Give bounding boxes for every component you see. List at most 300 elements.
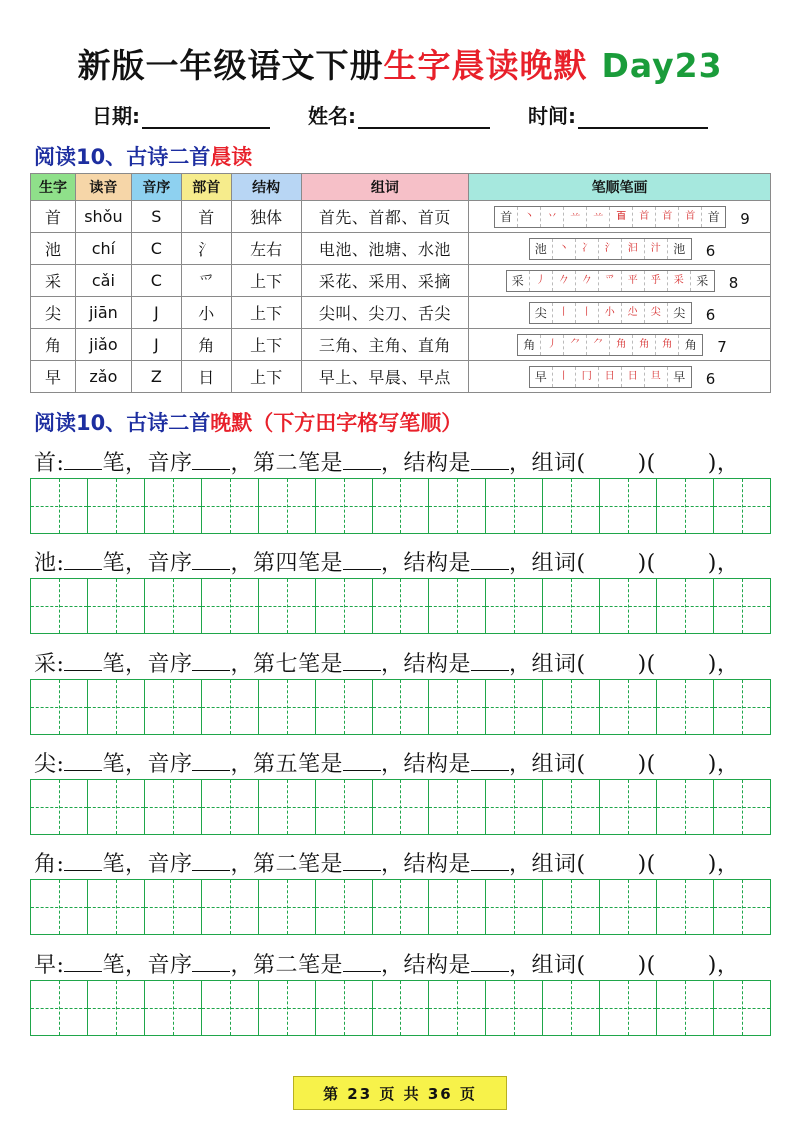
question-text: ，结构是	[380, 551, 471, 576]
stroke-step: 乎	[645, 271, 668, 291]
writing-cell[interactable]	[486, 680, 543, 734]
stroke-step: 𠂊	[576, 271, 599, 291]
stroke-step: 𠂊	[553, 271, 576, 291]
writing-cell[interactable]	[373, 880, 430, 934]
cell-char: 尖	[31, 297, 76, 329]
stroke-count: 7	[717, 337, 727, 356]
writing-cell[interactable]	[543, 680, 600, 734]
cell-structure: 上下	[231, 361, 301, 393]
writing-cell[interactable]	[31, 880, 88, 934]
question-text: 笔，音序	[102, 953, 193, 978]
writing-cell[interactable]	[657, 780, 714, 834]
writing-cell[interactable]	[259, 780, 316, 834]
stroke-step: 䒑	[564, 207, 587, 227]
table-row	[31, 201, 771, 233]
stroke-count: 9	[740, 209, 750, 228]
question-text: ，第四笔是	[230, 551, 343, 576]
cell-sequence: J	[131, 297, 181, 329]
cell-radical: 小	[181, 297, 231, 329]
question-line	[34, 847, 739, 878]
question-text: ，组词(	[508, 852, 586, 877]
stroke-step: 冫	[576, 239, 599, 259]
answer-blank[interactable]	[192, 851, 230, 871]
writing-cell[interactable]	[600, 880, 657, 934]
stroke-step: 角	[610, 335, 633, 355]
header-structure: 结构	[231, 174, 301, 201]
cell-stroke-order	[469, 329, 771, 361]
stroke-step: 早	[673, 369, 686, 384]
stroke-order-strip	[529, 302, 692, 324]
question-text: 笔，音序	[102, 451, 193, 476]
writing-cell[interactable]	[657, 680, 714, 734]
cell-char: 池	[31, 233, 76, 265]
writing-cell[interactable]	[657, 880, 714, 934]
stroke-step: 角	[684, 337, 697, 352]
question-text: 笔，音序	[102, 652, 193, 677]
stroke-step: 尖	[673, 305, 686, 320]
name-line[interactable]	[358, 105, 490, 129]
writing-cell[interactable]	[259, 680, 316, 734]
question-char: 池	[34, 551, 57, 576]
answer-blank[interactable]	[192, 751, 230, 771]
writing-cell[interactable]	[316, 479, 373, 533]
section-evening-blue: 阅读10、古诗二首	[34, 411, 211, 435]
cell-char: 采	[31, 265, 76, 297]
cell-sequence: C	[131, 233, 181, 265]
cell-words: 三角、主角、直角	[301, 329, 469, 361]
time-label: 时间:	[528, 104, 576, 128]
cell-pinyin: jiān	[75, 297, 131, 329]
stroke-count: 6	[705, 241, 716, 260]
writing-cell[interactable]	[88, 880, 145, 934]
section-evening-red: 晚默（下方田字格写笔顺）	[210, 411, 463, 435]
answer-blank[interactable]	[343, 450, 381, 470]
writing-cell[interactable]	[714, 479, 770, 533]
writing-cell[interactable]	[31, 981, 88, 1035]
stroke-step: 丨	[553, 367, 576, 387]
cell-radical: 首	[181, 201, 231, 233]
stroke-step: 䒑	[587, 207, 610, 227]
question-text: ，结构是	[380, 953, 471, 978]
answer-blank[interactable]	[343, 851, 381, 871]
stroke-step: 丿	[541, 335, 564, 355]
stroke-count: 6	[705, 369, 716, 388]
stroke-step: ⺈	[564, 335, 587, 355]
stroke-step: 氵	[599, 239, 622, 259]
stroke-order-strip	[506, 270, 715, 292]
answer-blank[interactable]	[64, 851, 102, 871]
cell-sequence: J	[131, 329, 181, 361]
time-field[interactable]	[528, 100, 708, 129]
cell-words: 电池、池塘、水池	[301, 233, 469, 265]
answer-blank[interactable]	[192, 450, 230, 470]
question-char: 尖	[34, 752, 57, 777]
writing-cell[interactable]	[373, 981, 430, 1035]
writing-cell[interactable]	[373, 479, 430, 533]
writing-cell[interactable]	[714, 780, 770, 834]
question-text: ，组词(	[508, 652, 586, 677]
cell-stroke-order	[469, 233, 771, 265]
question-text: 笔，音序	[102, 752, 193, 777]
writing-cell[interactable]	[600, 780, 657, 834]
answer-blank[interactable]	[471, 651, 509, 671]
writing-cell[interactable]	[88, 780, 145, 834]
tianzige-grid	[30, 879, 771, 935]
question-text: )，	[707, 551, 740, 576]
question-text: )，	[707, 852, 740, 877]
question-colon: :	[56, 551, 65, 576]
cell-char: 早	[31, 361, 76, 393]
stroke-order-strip	[529, 366, 692, 388]
cell-radical: 角	[181, 329, 231, 361]
question-text: ，结构是	[380, 752, 471, 777]
answer-blank[interactable]	[471, 550, 509, 570]
cell-words: 首先、首都、首页	[301, 201, 469, 233]
question-line	[34, 647, 739, 678]
question-text: ，第五笔是	[230, 752, 343, 777]
cell-words: 采花、采用、采摘	[301, 265, 469, 297]
header-reading: 读音	[75, 174, 131, 201]
writing-cell[interactable]	[88, 680, 145, 734]
table-header	[31, 174, 771, 201]
answer-blank[interactable]	[64, 651, 102, 671]
writing-cell[interactable]	[486, 780, 543, 834]
writing-cell[interactable]	[600, 479, 657, 533]
writing-cell[interactable]	[486, 981, 543, 1035]
date-field[interactable]	[92, 100, 270, 129]
writing-cell[interactable]	[259, 880, 316, 934]
stroke-step: 丨	[553, 303, 576, 323]
writing-cell[interactable]	[429, 880, 486, 934]
header-strokes: 笔顺笔画	[469, 174, 771, 201]
name-field[interactable]	[308, 100, 490, 129]
cell-char: 首	[31, 201, 76, 233]
question-text: ，结构是	[380, 852, 471, 877]
question-line	[34, 948, 739, 979]
stroke-step: 池	[530, 239, 553, 259]
question-text: 笔，音序	[102, 852, 193, 877]
stroke-step: ⺈	[587, 335, 610, 355]
answer-blank[interactable]	[471, 952, 509, 972]
writing-cell[interactable]	[31, 780, 88, 834]
writing-cell[interactable]	[373, 680, 430, 734]
writing-cell[interactable]	[486, 579, 543, 633]
stroke-step: 首	[679, 207, 702, 227]
section-morning-blue: 阅读10、古诗二首	[34, 145, 211, 169]
stroke-step: 汩	[622, 239, 645, 259]
stroke-count: 8	[728, 273, 739, 292]
writing-cell[interactable]	[600, 981, 657, 1035]
question-char: 早	[34, 953, 57, 978]
cell-sequence: C	[131, 265, 181, 297]
tianzige-grid	[30, 980, 771, 1036]
writing-cell[interactable]	[316, 981, 373, 1035]
tianzige-grid	[30, 779, 771, 835]
stroke-step: 首	[633, 207, 656, 227]
question-colon: :	[56, 852, 65, 877]
question-text: )(	[637, 451, 656, 476]
stroke-step: 尐	[622, 303, 645, 323]
stroke-step: 首	[656, 207, 679, 227]
answer-blank[interactable]	[471, 450, 509, 470]
stroke-step: 首	[495, 207, 518, 227]
question-text: 笔，音序	[102, 551, 193, 576]
page-title	[0, 40, 800, 87]
writing-cell[interactable]	[145, 479, 202, 533]
writing-cell[interactable]	[202, 579, 259, 633]
stroke-order-strip	[517, 334, 703, 356]
writing-cell[interactable]	[316, 680, 373, 734]
cell-pinyin: chí	[75, 233, 131, 265]
question-text: )，	[707, 752, 740, 777]
stroke-step: 丶	[518, 207, 541, 227]
table-row	[31, 265, 771, 297]
cell-stroke-order	[469, 361, 771, 393]
writing-cell[interactable]	[657, 479, 714, 533]
question-text: ，组词(	[508, 953, 586, 978]
cell-stroke-order	[469, 265, 771, 297]
writing-cell[interactable]	[145, 680, 202, 734]
title-highlight: 生字晨读晚默	[383, 46, 588, 85]
stroke-step: 𦣻	[610, 207, 633, 227]
section-evening-title	[34, 407, 462, 437]
writing-cell[interactable]	[486, 479, 543, 533]
writing-cell[interactable]	[714, 680, 770, 734]
answer-blank[interactable]	[64, 952, 102, 972]
writing-cell[interactable]	[714, 880, 770, 934]
question-text: ，组词(	[508, 551, 586, 576]
stroke-step: 尖	[530, 303, 553, 323]
stroke-step: 日	[622, 367, 645, 387]
tianzige-grid	[30, 478, 771, 534]
answer-blank[interactable]	[343, 952, 381, 972]
writing-cell[interactable]	[145, 880, 202, 934]
answer-blank[interactable]	[343, 751, 381, 771]
tianzige-grid	[30, 679, 771, 735]
character-table	[30, 173, 771, 393]
question-text: )(	[637, 953, 656, 978]
writing-cell[interactable]	[202, 780, 259, 834]
header-words: 组词	[301, 174, 469, 201]
stroke-step: 采	[668, 271, 691, 291]
answer-blank[interactable]	[192, 550, 230, 570]
time-line[interactable]	[578, 105, 708, 129]
writing-cell[interactable]	[259, 579, 316, 633]
cell-sequence: Z	[131, 361, 181, 393]
writing-cell[interactable]	[316, 579, 373, 633]
answer-blank[interactable]	[64, 450, 102, 470]
question-char: 角	[34, 852, 57, 877]
writing-cell[interactable]	[373, 780, 430, 834]
question-text: )，	[707, 652, 740, 677]
question-text: ，第七笔是	[230, 652, 343, 677]
writing-cell[interactable]	[543, 479, 600, 533]
question-colon: :	[56, 752, 65, 777]
writing-cell[interactable]	[259, 479, 316, 533]
cell-radical: 爫	[181, 265, 231, 297]
writing-cell[interactable]	[657, 981, 714, 1035]
question-line	[34, 446, 739, 477]
stroke-step: 角	[633, 335, 656, 355]
stroke-step: 汁	[645, 239, 668, 259]
stroke-step: 采	[507, 271, 530, 291]
header-sequence: 音序	[131, 174, 181, 201]
writing-cell[interactable]	[145, 579, 202, 633]
answer-blank[interactable]	[343, 651, 381, 671]
stroke-step: 小	[599, 303, 622, 323]
question-text: ，结构是	[380, 652, 471, 677]
section-morning-red: 晨读	[210, 145, 253, 169]
stroke-order-strip	[529, 238, 692, 260]
question-text: )，	[707, 451, 740, 476]
stroke-step: 冂	[576, 367, 599, 387]
cell-char: 角	[31, 329, 76, 361]
writing-cell[interactable]	[714, 981, 770, 1035]
writing-cell[interactable]	[429, 981, 486, 1035]
question-colon: :	[56, 652, 65, 677]
table-row	[31, 297, 771, 329]
stroke-count: 6	[705, 305, 716, 324]
cell-structure: 上下	[231, 329, 301, 361]
writing-cell[interactable]	[316, 880, 373, 934]
answer-blank[interactable]	[471, 851, 509, 871]
table-row	[31, 329, 771, 361]
stroke-step: 池	[673, 241, 686, 256]
writing-cell[interactable]	[543, 579, 600, 633]
writing-cell[interactable]	[429, 579, 486, 633]
writing-cell[interactable]	[202, 479, 259, 533]
writing-cell[interactable]	[145, 780, 202, 834]
cell-structure: 左右	[231, 233, 301, 265]
question-text: )(	[637, 551, 656, 576]
answer-blank[interactable]	[64, 550, 102, 570]
table-row	[31, 361, 771, 393]
writing-cell[interactable]	[31, 680, 88, 734]
writing-cell[interactable]	[714, 579, 770, 633]
question-colon: :	[56, 953, 65, 978]
writing-cell[interactable]	[543, 880, 600, 934]
question-line	[34, 747, 739, 778]
writing-cell[interactable]	[486, 880, 543, 934]
writing-cell[interactable]	[88, 479, 145, 533]
writing-cell[interactable]	[202, 680, 259, 734]
cell-pinyin: jiǎo	[75, 329, 131, 361]
question-char: 采	[34, 652, 57, 677]
cell-words: 早上、早晨、早点	[301, 361, 469, 393]
question-line	[34, 546, 739, 577]
title-day: Day23	[601, 46, 723, 85]
answer-blank[interactable]	[343, 550, 381, 570]
writing-cell[interactable]	[543, 780, 600, 834]
stroke-step: 爫	[599, 271, 622, 291]
cell-structure: 独体	[231, 201, 301, 233]
table-row	[31, 233, 771, 265]
header-radical: 部首	[181, 174, 231, 201]
cell-structure: 上下	[231, 297, 301, 329]
writing-cell[interactable]	[145, 981, 202, 1035]
question-text: ，第二笔是	[230, 451, 343, 476]
writing-cell[interactable]	[259, 981, 316, 1035]
writing-cell[interactable]	[429, 680, 486, 734]
writing-cell[interactable]	[88, 579, 145, 633]
writing-cell[interactable]	[202, 981, 259, 1035]
writing-cell[interactable]	[316, 780, 373, 834]
cell-words: 尖叫、尖刀、舌尖	[301, 297, 469, 329]
answer-blank[interactable]	[192, 651, 230, 671]
question-text: )(	[637, 652, 656, 677]
section-morning-title	[34, 141, 252, 171]
writing-cell[interactable]	[543, 981, 600, 1035]
info-row	[0, 100, 800, 129]
writing-cell[interactable]	[202, 880, 259, 934]
question-colon: :	[56, 451, 65, 476]
question-text: ，结构是	[380, 451, 471, 476]
cell-stroke-order	[469, 201, 771, 233]
question-text: )(	[637, 852, 656, 877]
date-label: 日期:	[92, 104, 140, 128]
stroke-step: 丿	[530, 271, 553, 291]
question-text: ，第二笔是	[230, 953, 343, 978]
stroke-step: 首	[707, 209, 720, 224]
stroke-step: 丷	[541, 207, 564, 227]
writing-cell[interactable]	[31, 579, 88, 633]
title-main: 新版一年级语文下册	[77, 46, 384, 85]
answer-blank[interactable]	[192, 952, 230, 972]
cell-pinyin: cǎi	[75, 265, 131, 297]
question-text: ，组词(	[508, 451, 586, 476]
question-text: )，	[707, 953, 740, 978]
writing-cell[interactable]	[31, 479, 88, 533]
stroke-step: 角	[518, 335, 541, 355]
question-text: )(	[637, 752, 656, 777]
page-number-text: 第 23 页 共 36 页	[323, 1084, 477, 1103]
name-label: 姓名:	[308, 104, 356, 128]
cell-pinyin: zǎo	[75, 361, 131, 393]
stroke-step: 日	[599, 367, 622, 387]
writing-cell[interactable]	[429, 780, 486, 834]
stroke-step: 丨	[576, 303, 599, 323]
writing-cell[interactable]	[600, 579, 657, 633]
stroke-step: 尖	[645, 303, 668, 323]
cell-stroke-order	[469, 297, 771, 329]
date-line[interactable]	[142, 105, 270, 129]
writing-cell[interactable]	[657, 579, 714, 633]
cell-sequence: S	[131, 201, 181, 233]
answer-blank[interactable]	[64, 751, 102, 771]
writing-cell[interactable]	[88, 981, 145, 1035]
stroke-step: 平	[622, 271, 645, 291]
question-char: 首	[34, 451, 57, 476]
writing-cell[interactable]	[373, 579, 430, 633]
answer-blank[interactable]	[471, 751, 509, 771]
stroke-order-strip	[494, 206, 726, 228]
cell-radical: 氵	[181, 233, 231, 265]
question-text: ，第二笔是	[230, 852, 343, 877]
header-char: 生字	[31, 174, 76, 201]
stroke-step: 角	[656, 335, 679, 355]
question-text: ，组词(	[508, 752, 586, 777]
tianzige-grid	[30, 578, 771, 634]
page-number-badge	[293, 1076, 507, 1110]
writing-cell[interactable]	[600, 680, 657, 734]
stroke-step: 旦	[645, 367, 668, 387]
stroke-step: 丶	[553, 239, 576, 259]
stroke-step: 早	[530, 367, 553, 387]
stroke-step: 采	[696, 273, 709, 288]
cell-structure: 上下	[231, 265, 301, 297]
writing-cell[interactable]	[429, 479, 486, 533]
cell-pinyin: shǒu	[75, 201, 131, 233]
